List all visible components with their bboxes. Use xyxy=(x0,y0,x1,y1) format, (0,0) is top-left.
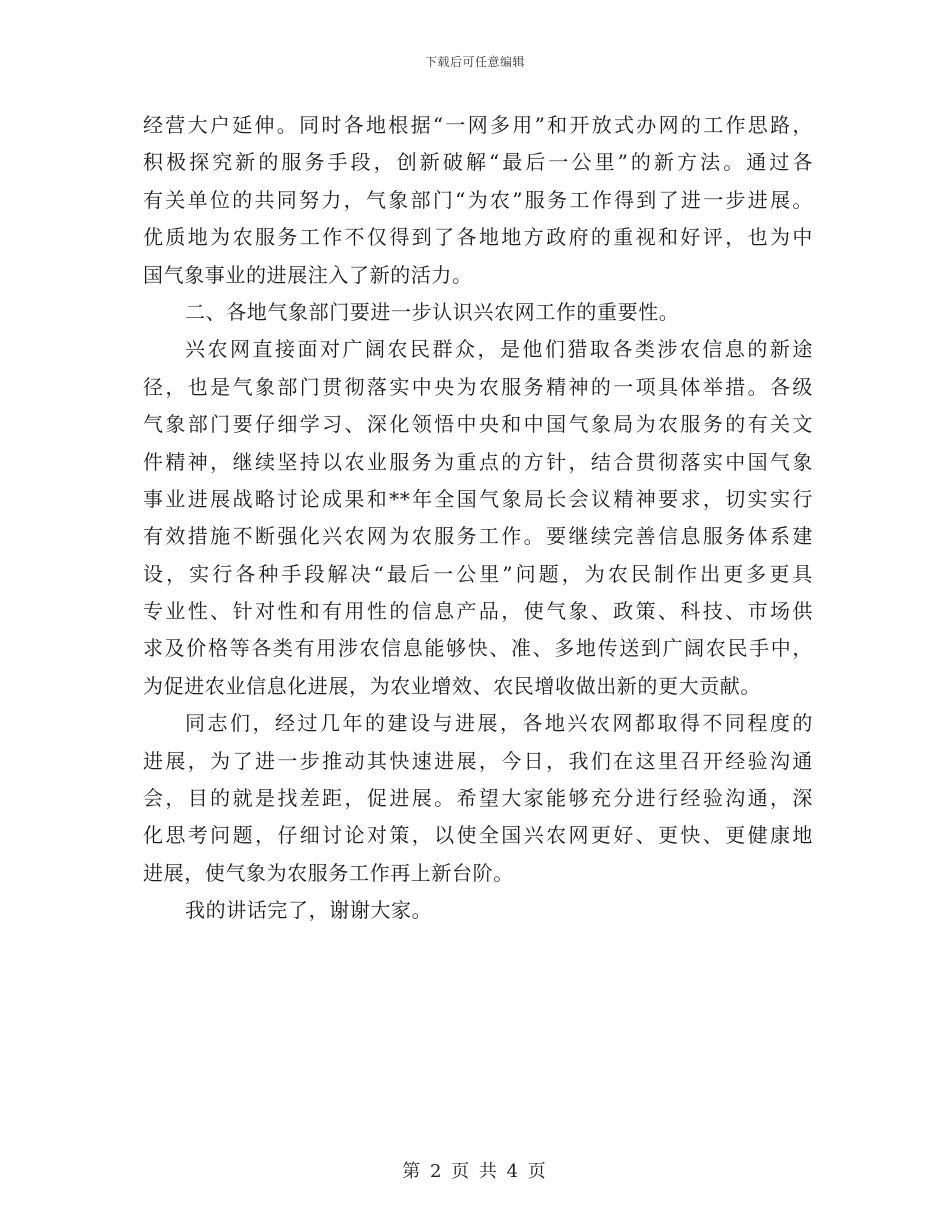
text-line: 优质地为农服务工作不仅得到了各地地方政府的重视和好评，也为中 xyxy=(143,225,813,250)
text-line: 经营大户延伸。同时各地根据“一网多用”和开放式办网的工作思路， xyxy=(143,113,813,137)
text-line: 化思考问题，仔细讨论对策，以使全国兴农网更好、更快、更健康地 xyxy=(143,823,813,848)
text-line: 件精神，继续坚持以农业服务为重点的方针，结合贯彻落实中国气象 xyxy=(143,449,813,474)
text-line: 国气象事业的进展注入了新的活力。 xyxy=(143,262,473,287)
text-line: 求及价格等各类有用涉农信息能够快、准、多地传送到广阔农民手中， xyxy=(143,636,813,661)
text-line: 设，实行各种手段解决“最后一公里”问题，为农民制作出更多更具 xyxy=(143,561,813,586)
text-line: 气象部门要仔细学习、深化领悟中央和中国气象局为农服务的有关文 xyxy=(143,412,813,437)
page-header-note: 下载后可任意编辑 xyxy=(424,55,525,69)
text-line: 进展，为了进一步推动其快速进展，今日，我们在这里召开经验沟通 xyxy=(143,748,813,773)
text-line: 有关单位的共同努力，气象部门“为农”服务工作得到了进一步进展。 xyxy=(143,187,813,212)
text-line: 有效措施不断强化兴农网为农服务工作。要继续完善信息服务体系建 xyxy=(143,524,813,549)
text-line: 事业进展战略讨论成果和**年全国气象局长会议精神要求，切实实行 xyxy=(143,486,813,511)
text-line: 专业性、针对性和有用性的信息产品，使气象、政策、科技、市场供 xyxy=(143,599,813,624)
text-line: 会，目的就是找差距，促进展。希望大家能够充分进行经验沟通，深 xyxy=(143,786,813,811)
text-line: 径，也是气象部门贯彻落实中央为农服务精神的一项具体举措。各级 xyxy=(143,374,813,399)
text-line: 兴农网直接面对广阔农民群众，是他们猎取各类涉农信息的新途 xyxy=(185,337,813,362)
document-body xyxy=(143,107,813,930)
section-heading: 二、各地气象部门要进一步认识兴农网工作的重要性。 xyxy=(185,299,680,324)
text-line: 同志们，经过几年的建设与进展，各地兴农网都取得不同程度的 xyxy=(185,711,813,736)
text-line: 进展，使气象为农服务工作再上新台阶。 xyxy=(143,860,514,885)
page-number: 第 2 页 共 4 页 xyxy=(402,1161,548,1182)
text-line: 为促进农业信息化进展，为农业增效、农民增收做出新的更大贡献。 xyxy=(143,673,761,698)
text-line: 积极探究新的服务手段，创新破解“最后一公里”的新方法。通过各 xyxy=(143,150,813,175)
text-line: 我的讲话完了，谢谢大家。 xyxy=(185,898,433,923)
